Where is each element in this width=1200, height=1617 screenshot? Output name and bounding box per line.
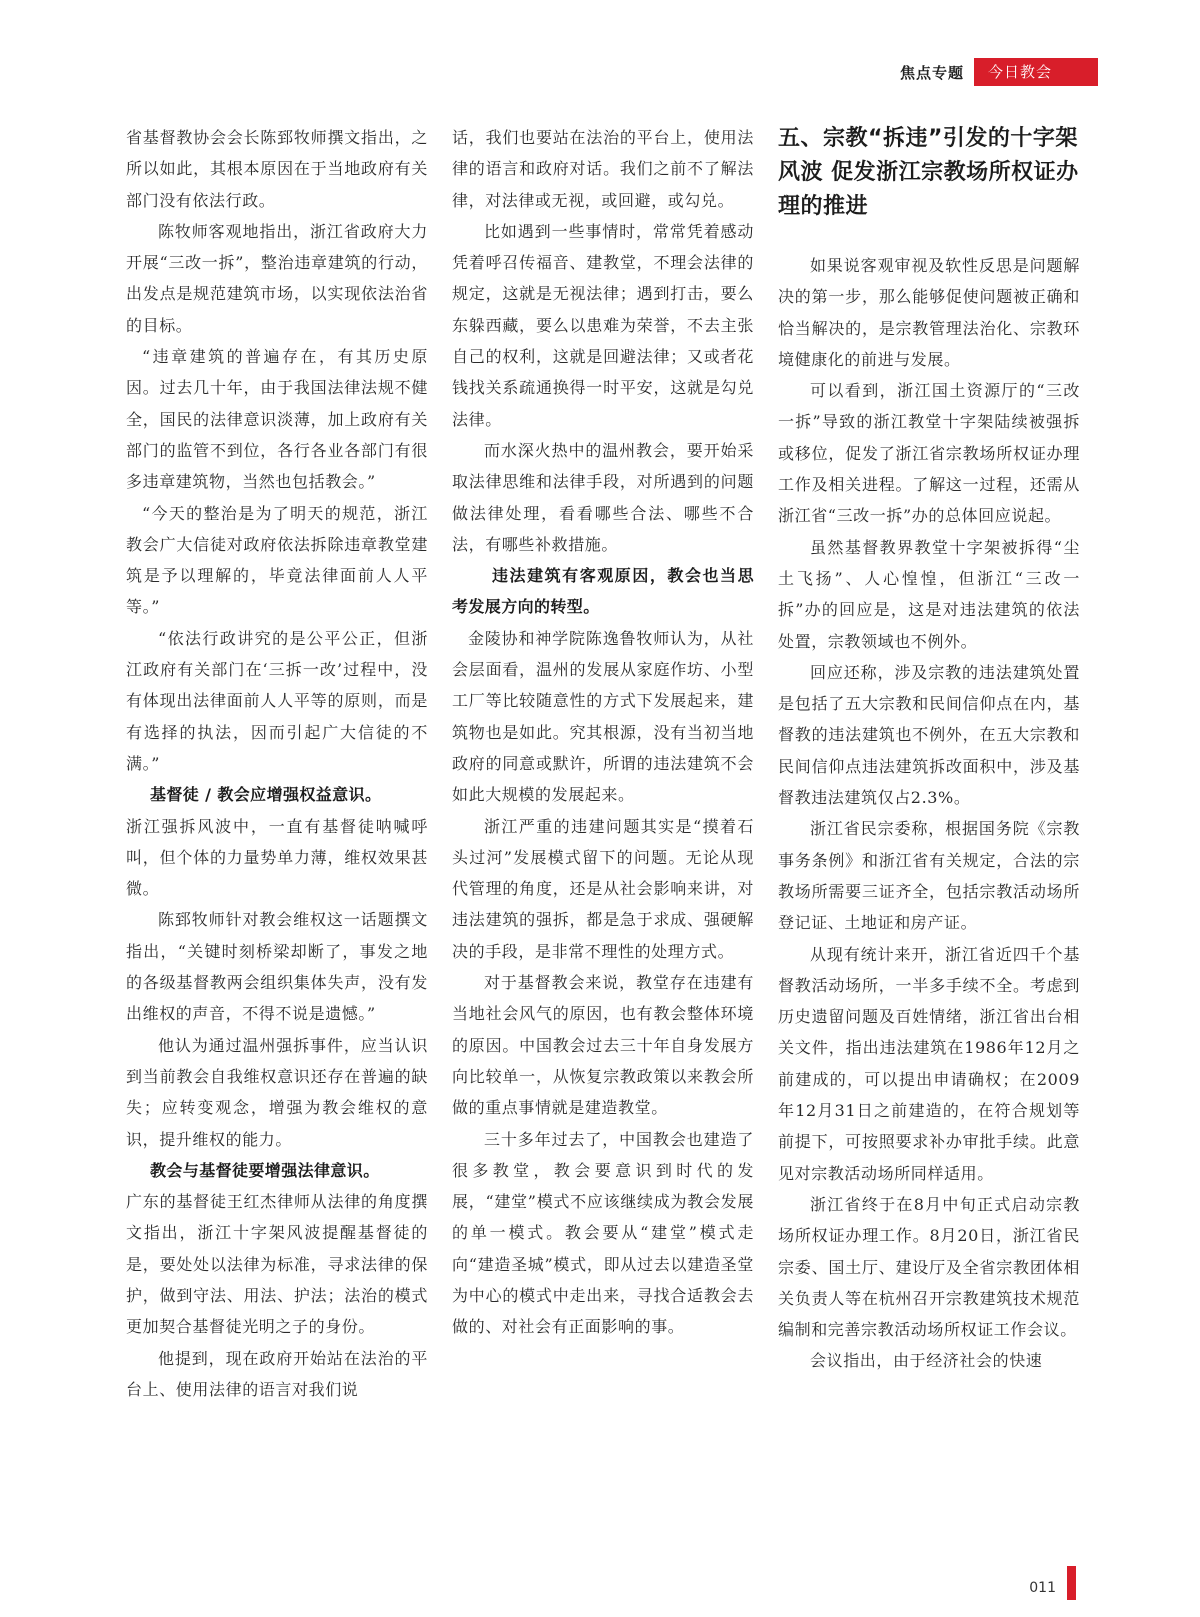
page-number: 011 (1029, 1580, 1056, 1596)
section-label: 焦点专题 (899, 63, 964, 82)
paragraph: 回应还称，涉及宗教的违法建筑处置是包括了五大宗教和民间信仰点在内，基督教的违法建筑也不例外，在五大宗教和民间信仰点违法建筑拆改面积中，涉及基督教违法建筑仅占2.3%。 (778, 662, 1080, 808)
paragraph: 三十多年过去了，中国教会也建造了很多教堂，教会要意识到时代的发展，“建堂”模式不应该继续成为教会发展的单一模式。教会要从“建堂”模式走向“建造圣城”模式，即从过去以建造圣堂为中心的模式中走出来，寻找合适教会去做的、对社会有正面影响的事。 (452, 1129, 754, 1337)
article-column-3 (778, 122, 1080, 1377)
paragraph: 会议指出，由于经济社会的快速 (810, 1351, 1043, 1371)
paragraph: 而水深火热中的温州教会，要开始采取法律思维和法律手段，对所遇到的问题做法律处理，看看哪些合法、哪些不合法，有哪些补救措施。 (452, 440, 754, 554)
article-column-1 (126, 122, 428, 1405)
page-header (900, 58, 1098, 86)
paragraph: 话，我们也要站在法治的平台上，使用法律的语言和政府对话。我们之前不了解法律，对法律或无视，或回避，或勾兑。 (452, 128, 754, 210)
paragraph: 可以看到，浙江国土资源厅的“三改一拆”导致的浙江教堂十字架陆续被强拆或移位，促发了浙江省宗教场所权证办理工作及相关进程。了解这一过程，还需从浙江省“三改一拆”办的总体回应说起。 (778, 381, 1080, 526)
paragraph: 如果说客观审视及软性反思是问题解决的第一步，那么能够促使问题被正确和恰当解决的，是宗教管理法治化、宗教环境健康化的前进与发展。 (778, 256, 1080, 369)
section-heading: 五、宗教“拆违”引发的十字架风波 促发浙江宗教场所权证办理的推进 (778, 126, 1079, 219)
subheading: 教会与基督徒要增强法律意识。 (150, 1160, 380, 1180)
paragraph: 他提到，现在政府开始站在法治的平台上、使用法律的语言对我们说 (126, 1348, 428, 1399)
paragraph: 浙江省终于在8月中旬正式启动宗教场所权证办理工作。8月20日，浙江省民宗委、国土厅、建设厅及全省宗教团体相关负责人等在杭州召开宗教建筑技术规范编制和完善宗教活动场所权证工作会议。 (778, 1194, 1080, 1340)
page-number-bar (1067, 1566, 1076, 1600)
paragraph: “依法行政讲究的是公平公正，但浙江政府有关部门在‘三拆一改’过程中，没有体现出法律面前人人平等的原则，而是有选择的执法，因而引起广大信徒的不满。” (126, 628, 428, 773)
paragraph: 广东的基督徒王红杰律师从法律的角度撰文指出，浙江十字架风波提醒基督徒的是，要处处以法律为标准，寻求法律的保护，做到守法、用法、护法；法治的模式更加契合基督徒光明之子的身份。 (126, 1192, 428, 1337)
paragraph: 浙江强拆风波中，一直有基督徒呐喊呼叫，但个体的力量势单力薄，维权效果甚微。 (126, 816, 428, 899)
paragraph: 陈郅牧师针对教会维权这一话题撰文指出，“关键时刻桥梁却断了，事发之地的各级基督教两会组织集体失声，没有发出维权的声音，不得不说是遗憾。” (126, 910, 428, 1024)
paragraph: 虽然基督教界教堂十字架被拆得“尘土飞扬”、人心惶惶，但浙江“三改一拆”办的回应是，这是对违法建筑的依法处置，宗教领域也不例外。 (778, 537, 1080, 651)
paragraph: “违章建筑的普遍存在，有其历史原因。过去几十年，由于我国法律法规不健全，国民的法律意识淡薄，加上政府有关部门的监管不到位，各行各业各部门有很多违章建筑物，当然也包括教会。” (126, 347, 428, 492)
paragraph: “今天的整治是为了明天的规范，浙江教会广大信徒对政府依法拆除违章教堂建筑是予以理解的，毕竟法律面前人人平等。” (126, 503, 428, 617)
paragraph: 他认为通过温州强拆事件，应当认识到当前教会自我维权意识还存在普遍的缺失；应转变观念，增强为教会维权的意识，提升维权的能力。 (126, 1035, 428, 1149)
paragraph: 省基督教协会会长陈郅牧师撰文指出，之所以如此，其根本原因在于当地政府有关部门没有依法行政。 (126, 128, 428, 210)
paragraph: 金陵协和神学院陈逸鲁牧师认为，从社会层面看，温州的发展从家庭作坊、小型工厂等比较随意性的方式下发展起来，建筑物也是如此。究其根源，没有当初当地政府的同意或默许，所谓的违法建筑不会如此大规模的发展起来。 (452, 628, 754, 805)
paragraph: 陈牧师客观地指出，浙江省政府大力开展“三改一拆”，整治违章建筑的行动，出发点是规范建筑市场，以实现依法治省的目标。 (126, 221, 428, 335)
column-tag: 今日教会 (974, 58, 1098, 86)
paragraph: 对于基督教会来说，教堂存在违建有当地社会风气的原因，也有教会整体环境的原因。中国教会过去三十年自身发展方向比较单一，从恢复宗教政策以来教会所做的重点事情就是建造教堂。 (452, 973, 754, 1118)
paragraph: 比如遇到一些事情时，常常凭着感动凭着呼召传福音、建教堂，不理会法律的规定，这就是无视法律；遇到打击，要么东躲西藏，要么以患难为荣誉，不去主张自己的权利，这就是回避法律；又或者花钱找关系疏通换得一时平安，这就是勾兑法律。 (452, 221, 754, 429)
article-column-2 (452, 122, 754, 1343)
paragraph: 浙江严重的违建问题其实是“摸着石头过河”发展模式留下的问题。无论从现代管理的角度，还是从社会影响来讲，对违法建筑的强拆，都是急于求成、强硬解决的手段，是非常不理性的处理方式。 (452, 816, 754, 961)
subheading: 基督徒 / 教会应增强权益意识。 (150, 785, 382, 805)
subheading: 违法建筑有客观原因，教会也当思考发展方向的转型。 (452, 566, 754, 617)
paragraph: 浙江省民宗委称，根据国务院《宗教事务条例》和浙江省有关规定，合法的宗教场所需要三证齐全，包括宗教活动场所登记证、土地证和房产证。 (778, 819, 1080, 933)
paragraph: 从现有统计来开，浙江省近四千个基督教活动场所，一半多手续不全。考虑到历史遗留问题及百姓情绪，浙江省出台相关文件，指出违法建筑在1986年12月之前建成的，可以提出申请确权；在2009年12月31日之前建造的，在符合规划等前提下，可按照要求补办审批手续。此意见对宗教活动场所同样适用。 (778, 944, 1080, 1183)
